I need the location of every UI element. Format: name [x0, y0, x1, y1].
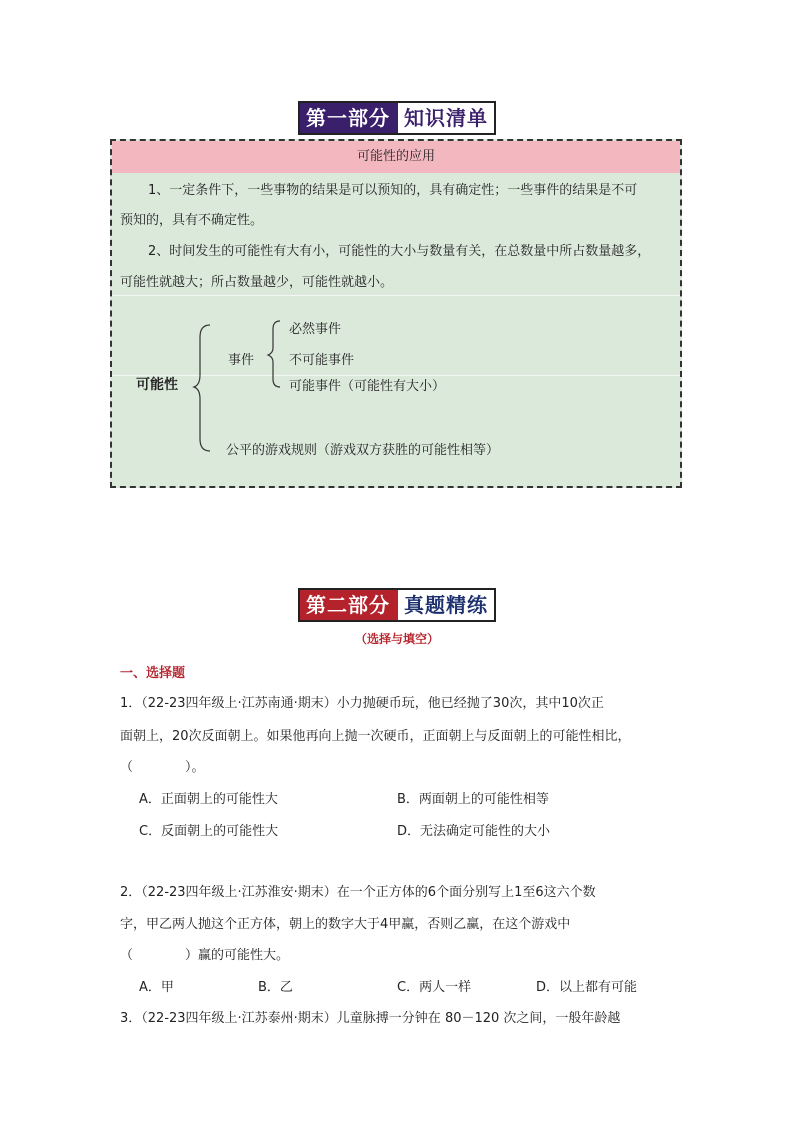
knowledge-p2-line1: 2、时间发生的可能性有大有小，可能性的大小与数量有关，在总数量中所占数量越多，	[148, 244, 651, 259]
q1-option-d: D．无法确定可能性的大小	[397, 824, 551, 839]
part2-label: 第二部分	[300, 590, 396, 620]
part2-subtitle: （选择与填空）	[354, 632, 439, 646]
knowledge-title: 可能性的应用	[112, 141, 680, 173]
mindmap-impossible: 不可能事件	[289, 353, 355, 368]
q1-line3: （ ）。	[120, 760, 205, 775]
part2-title: 真题精练	[396, 590, 494, 620]
q3-line1: 3．（22-23四年级上·江苏泰州·期末）儿童脉搏一分钟在 80－120 次之间，一般年龄越	[120, 1011, 621, 1026]
mindmap-fair: 公平的游戏规则（游戏双方获胜的可能性相等）	[226, 443, 500, 458]
q1-line2: 面朝上，20次反面朝上。如果他再向上抛一次硬币，正面朝上与反面朝上的可能性相比，	[120, 729, 631, 744]
q1-option-c: C．反面朝上的可能性大	[139, 824, 279, 839]
q1-option-b: B．两面朝上的可能性相等	[397, 792, 549, 807]
knowledge-p1-line2: 预知的，具有不确定性。	[120, 213, 264, 228]
part1-banner	[0, 101, 794, 135]
q2-line1: 2．（22-23四年级上·江苏淮安·期末）在一个正方体的6个面分别写上1至6这六个数	[120, 885, 596, 900]
q2-option-d: D．以上都有可能	[536, 980, 638, 995]
mindmap-certain: 必然事件	[289, 322, 342, 337]
q1-option-a: A．正面朝上的可能性大	[139, 792, 278, 807]
mindmap-root: 可能性	[136, 377, 178, 393]
q2-line3: （ ）赢的可能性大。	[120, 948, 290, 963]
part1-title: 知识清单	[396, 103, 494, 133]
part2-banner	[0, 588, 794, 622]
q2-line2: 字，甲乙两人抛这个正方体，朝上的数字大于4甲赢，否则乙赢，在这个游戏中	[120, 917, 571, 932]
knowledge-p1-line1: 1、一定条件下，一些事物的结果是可以预知的，具有确定性；一些事件的结果是不可	[148, 183, 638, 198]
q1-line1: 1．（22-23四年级上·江苏南通·期末）小力抛硬币玩，他已经抛了30次，其中10次正	[120, 696, 604, 711]
mindmap-possible: 可能事件（可能性有大小）	[289, 379, 446, 394]
small-brace-icon	[266, 319, 282, 389]
q2-option-c: C．两人一样	[397, 980, 472, 995]
knowledge-box	[110, 139, 682, 488]
part1-label: 第一部分	[300, 103, 396, 133]
large-brace-icon	[192, 323, 216, 453]
mindmap-event: 事件	[228, 353, 255, 368]
q2-option-b: B．乙	[258, 980, 293, 995]
q2-option-a: A．甲	[139, 980, 174, 995]
knowledge-p2-line2: 可能性就越大；所占数量越少，可能性就越小。	[120, 275, 394, 290]
section-title: 一、选择题	[120, 666, 186, 681]
